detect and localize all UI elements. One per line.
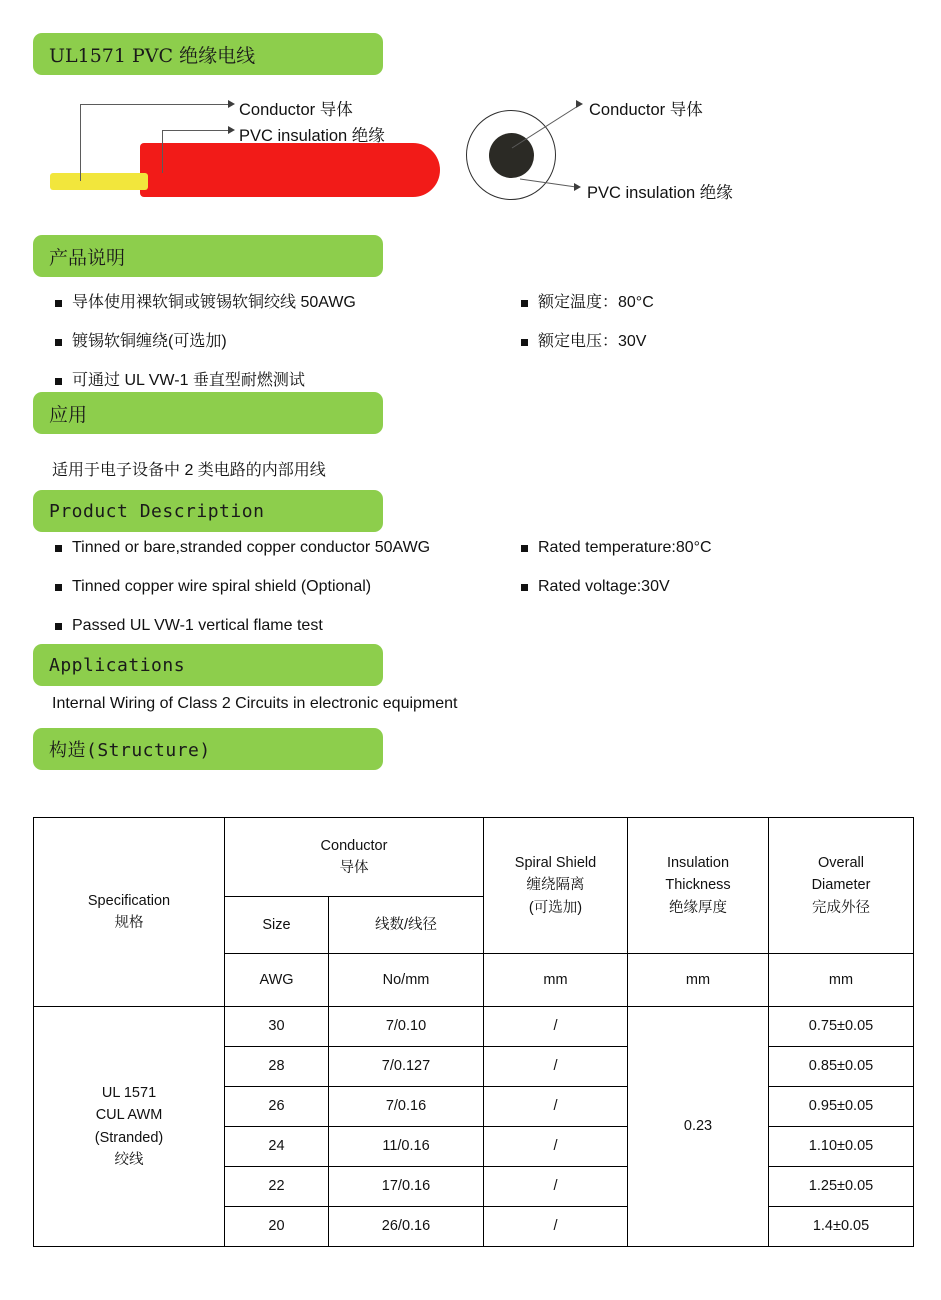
section-bar-product-description-cn [33,235,383,277]
table-header-row [34,818,914,897]
unit-insulation: mm [628,954,769,1007]
bullet-list-product-description-cn-right [521,293,654,371]
arrowhead-icon [576,100,583,108]
unit-no-mm: No/mm [329,954,484,1007]
list-item [55,538,430,557]
section-heading: Applications [49,654,186,676]
spec-line-2: CUL AWM [95,1107,163,1124]
list-item-label: Passed UL VW-1 vertical flame test [72,617,323,635]
list-item-label: Rated temperature:80°C [538,539,712,556]
page-title: UL1571 PVC 绝缘电线 [49,44,256,67]
header-specification [34,818,225,1007]
list-item-label: 可通过 UL VW-1 垂直型耐燃测试 [72,372,305,390]
header-overall-en2: Diameter [811,877,871,894]
list-item-label: 导体使用裸软铜或镀锡软铜绞线 50AWG [72,294,356,311]
cell-awg: 22 [225,1167,329,1207]
section-bar-applications-en [33,644,383,686]
cell-awg: 28 [225,1047,329,1087]
label-conductor-xsect: Conductor 导体 [589,101,703,119]
list-item-label: Tinned copper wire spiral shield (Optional) [72,578,372,596]
header-insulation-thickness [628,818,769,954]
header-insulation-cn: 绝缘厚度 [669,899,727,916]
header-spiral-shield-cn: 缠绕隔离 [526,877,585,894]
bullet-list-product-description-en-left [55,538,430,656]
cell-overall-diameter: 0.95±0.05 [769,1087,914,1127]
section-heading: 应用 [49,403,88,426]
list-item [521,293,654,312]
header-spiral-shield-cn2: (可选加) [528,899,583,916]
cell-shield: / [484,1207,628,1247]
list-item [55,332,356,351]
label-conductor-side: Conductor 导体 [239,101,353,119]
section-heading: 产品说明 [49,246,126,269]
leader-line-insulation [162,130,229,173]
spec-line-4: 绞线 [114,1151,144,1168]
header-specification-cn: 规格 [114,915,144,931]
header-insulation-en2: Thickness [665,877,731,894]
header-conductor [225,818,484,897]
header-overall-diameter [769,818,914,954]
cell-no-mm: 7/0.127 [329,1047,484,1087]
section-bar-product-description-en [33,490,383,532]
header-insulation-en1: Insulation [666,854,730,871]
bullet-list-product-description-en-right [521,538,712,616]
cell-overall-diameter: 0.85±0.05 [769,1047,914,1087]
product-title-bar [33,33,383,75]
section-bar-structure [33,728,383,770]
spec-line-3: (Stranded) [94,1129,164,1146]
cell-shield: / [484,1047,628,1087]
header-size-en: Size [225,897,329,954]
bullet-square-icon [55,623,62,630]
unit-overall: mm [769,954,914,1007]
bullet-square-icon [521,584,528,591]
header-size-cn: 线数/线径 [329,897,484,954]
cell-no-mm: 7/0.16 [329,1087,484,1127]
bullet-square-icon [55,584,62,591]
list-item-label: Rated voltage:30V [538,578,670,596]
section-heading: Product Description [49,500,265,522]
list-item-label: Tinned or bare,stranded copper conductor 50AWG [72,539,431,556]
list-item-label: 额定温度：80°C [538,294,654,311]
list-item-label: 额定电压：30V [538,333,647,351]
leader-line-insulation-xsect [520,176,580,192]
list-item [55,577,430,596]
section-bar-applications-cn [33,392,383,434]
bullet-square-icon [521,339,528,346]
header-spiral-shield [484,818,628,954]
table-row [34,1007,914,1047]
cell-no-mm: 11/0.16 [329,1127,484,1167]
list-item [521,332,654,351]
cell-overall-diameter: 1.4±0.05 [769,1207,914,1247]
spec-line-1: UL 1571 [101,1084,157,1101]
list-item [521,577,712,596]
cell-no-mm: 7/0.10 [329,1007,484,1047]
cell-no-mm: 26/0.16 [329,1207,484,1247]
applications-cn-text: 适用于电子设备中 2 类电路的内部用线 [52,462,326,479]
label-insulation-xsect: PVC insulation 绝缘 [587,184,733,202]
cell-overall-diameter: 0.75±0.05 [769,1007,914,1047]
header-conductor-cn: 导体 [339,860,369,876]
header-specification-en: Specification [87,892,171,909]
bullet-square-icon [55,545,62,552]
cell-awg: 24 [225,1127,329,1167]
specification-table [33,817,914,1247]
cell-no-mm: 17/0.16 [329,1167,484,1207]
header-overall-cn: 完成外径 [812,899,870,916]
list-item-label: 镀锡软铜缠绕(可选加) [72,333,227,351]
unit-size: AWG [225,954,329,1007]
bullet-square-icon [55,300,62,307]
cell-awg: 26 [225,1087,329,1127]
unit-spiral-shield: mm [484,954,628,1007]
list-item [521,538,712,557]
list-item [55,371,356,390]
cell-shield: / [484,1167,628,1207]
label-insulation-side: PVC insulation 绝缘 [239,127,385,145]
cell-awg: 30 [225,1007,329,1047]
cell-shield: / [484,1087,628,1127]
header-conductor-en: Conductor [320,837,388,854]
bullet-square-icon [521,300,528,307]
header-overall-en1: Overall [818,854,864,871]
list-item [55,616,430,635]
header-spiral-shield-en: Spiral Shield [514,854,597,871]
arrowhead-icon [228,100,235,108]
section-heading: 构造(Structure) [49,740,211,761]
cell-overall-diameter: 1.10±0.05 [769,1127,914,1167]
cell-insulation-thickness: 0.23 [628,1007,769,1247]
list-item [55,293,356,312]
bullet-square-icon [55,378,62,385]
cell-spec-group [34,1007,225,1247]
bullet-square-icon [521,545,528,552]
cell-overall-diameter: 1.25±0.05 [769,1167,914,1207]
arrowhead-icon [228,126,235,134]
arrowhead-icon [574,183,581,191]
bullet-square-icon [55,339,62,346]
cell-shield: / [484,1127,628,1167]
cell-awg: 20 [225,1207,329,1247]
applications-en-text: Internal Wiring of Class 2 Circuits in electronic equipment [52,695,458,712]
cell-shield: / [484,1007,628,1047]
